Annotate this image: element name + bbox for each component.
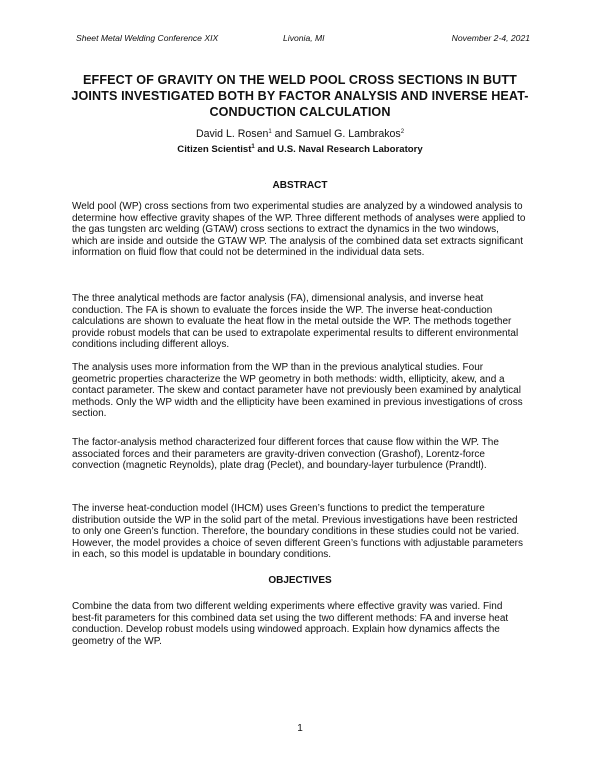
affiliation-line xyxy=(60,143,540,156)
header-location: Livonia, MI xyxy=(283,33,325,43)
objectives-heading: OBJECTIVES xyxy=(268,575,332,586)
author-1-name: David L. Rosen xyxy=(195,128,269,140)
abstract-paragraph-2: The three analytical methods are factor analysis (FA), dimensional analysis, and inverse heat conduction. The FA is shown to evaluate the forces inside the WP. The inverse heat-conduction calculations are shown to evaluate the heat flow in the metal outside the WP. The methods together provide robust models that can be used to extrapolate experimental results to different environmental conditions including different alloys. xyxy=(72,293,519,351)
paper-title: EFFECT OF GRAVITY ON THE WELD POOL CROSS SECTIONS IN BUTT JOINTS INVESTIGATED BOTH BY FACTOR ANALYSIS AND INVERSE HEAT-CONDUCTION CALCULATION xyxy=(71,73,529,119)
author-connector: and xyxy=(271,128,296,140)
header-date: November 2-4, 2021 xyxy=(451,33,530,43)
running-header xyxy=(76,33,530,47)
abstract-paragraph-1: Weld pool (WP) cross sections from two experimental studies are analyzed by a windowed analysis to determine how effective gravity shapes of the WP. Three different methods of analyses were applied to the gas tungsten arc welding (GTAW) cross sections to extract the dynamics in the two windows, which are inside and outside the GTAW WP. The analysis of the combined data set extracts significant information on fluid flow that could not be determined in the individual data sets. xyxy=(72,201,526,259)
affiliation-org-1-mark: 1 xyxy=(251,144,255,150)
author-2-mark: 2 xyxy=(400,129,405,135)
author-1-mark: 1 xyxy=(268,129,272,135)
page-number: 1 xyxy=(297,723,303,734)
abstract-paragraph-4: The factor-analysis method characterized four different forces that cause flow within the WP. The associated forces and their parameters are gravity-driven convection (Grashof), Lorentz-force convection (magnetic Reynolds), plate drag (Peclet), and boundary-layer turbulence (Prandtl). xyxy=(72,437,499,472)
abstract-heading: ABSTRACT xyxy=(272,180,328,191)
author-2-name: Samuel G. Lambrakos xyxy=(295,128,401,140)
affiliation-rest: and U.S. Naval Research Laboratory xyxy=(254,144,423,155)
affiliation-org-1: Citizen Scientist xyxy=(177,144,252,155)
header-conference: Sheet Metal Welding Conference XIX xyxy=(76,33,219,43)
objectives-paragraph: Combine the data from two different welding experiments where effective gravity was varied. Find best-fit parameters for this combined data set using the two different methods: FA and inverse heat conduction. Develop robust models using windowed approach. Explain how dynamics affects the geometry of the WP. xyxy=(72,601,509,647)
author-line xyxy=(60,128,540,141)
abstract-paragraph-3: The analysis uses more information from the WP than in the previous analytical studies. Four geometric properties characterize the WP geometry in both methods: width, ellipticity, akew, and a contact parameter. The skew and contact parameter have not previously been examined by analytical methods. Only the WP width and the ellipticity have been examined in previous investigations of cross section. xyxy=(72,362,523,420)
abstract-paragraph-5: The inverse heat-conduction model (IHCM) uses Green’s functions to predict the temperature distribution outside the WP in the solid part of the metal. Previous investigations have been restricted to only one Green’s function. Therefore, the boundary conditions in these studies could not be varied. However, the model provides a choice of seven different Green’s functions with adjustable parameters in each, so this model is updatable in boundary conditions. xyxy=(72,503,523,561)
